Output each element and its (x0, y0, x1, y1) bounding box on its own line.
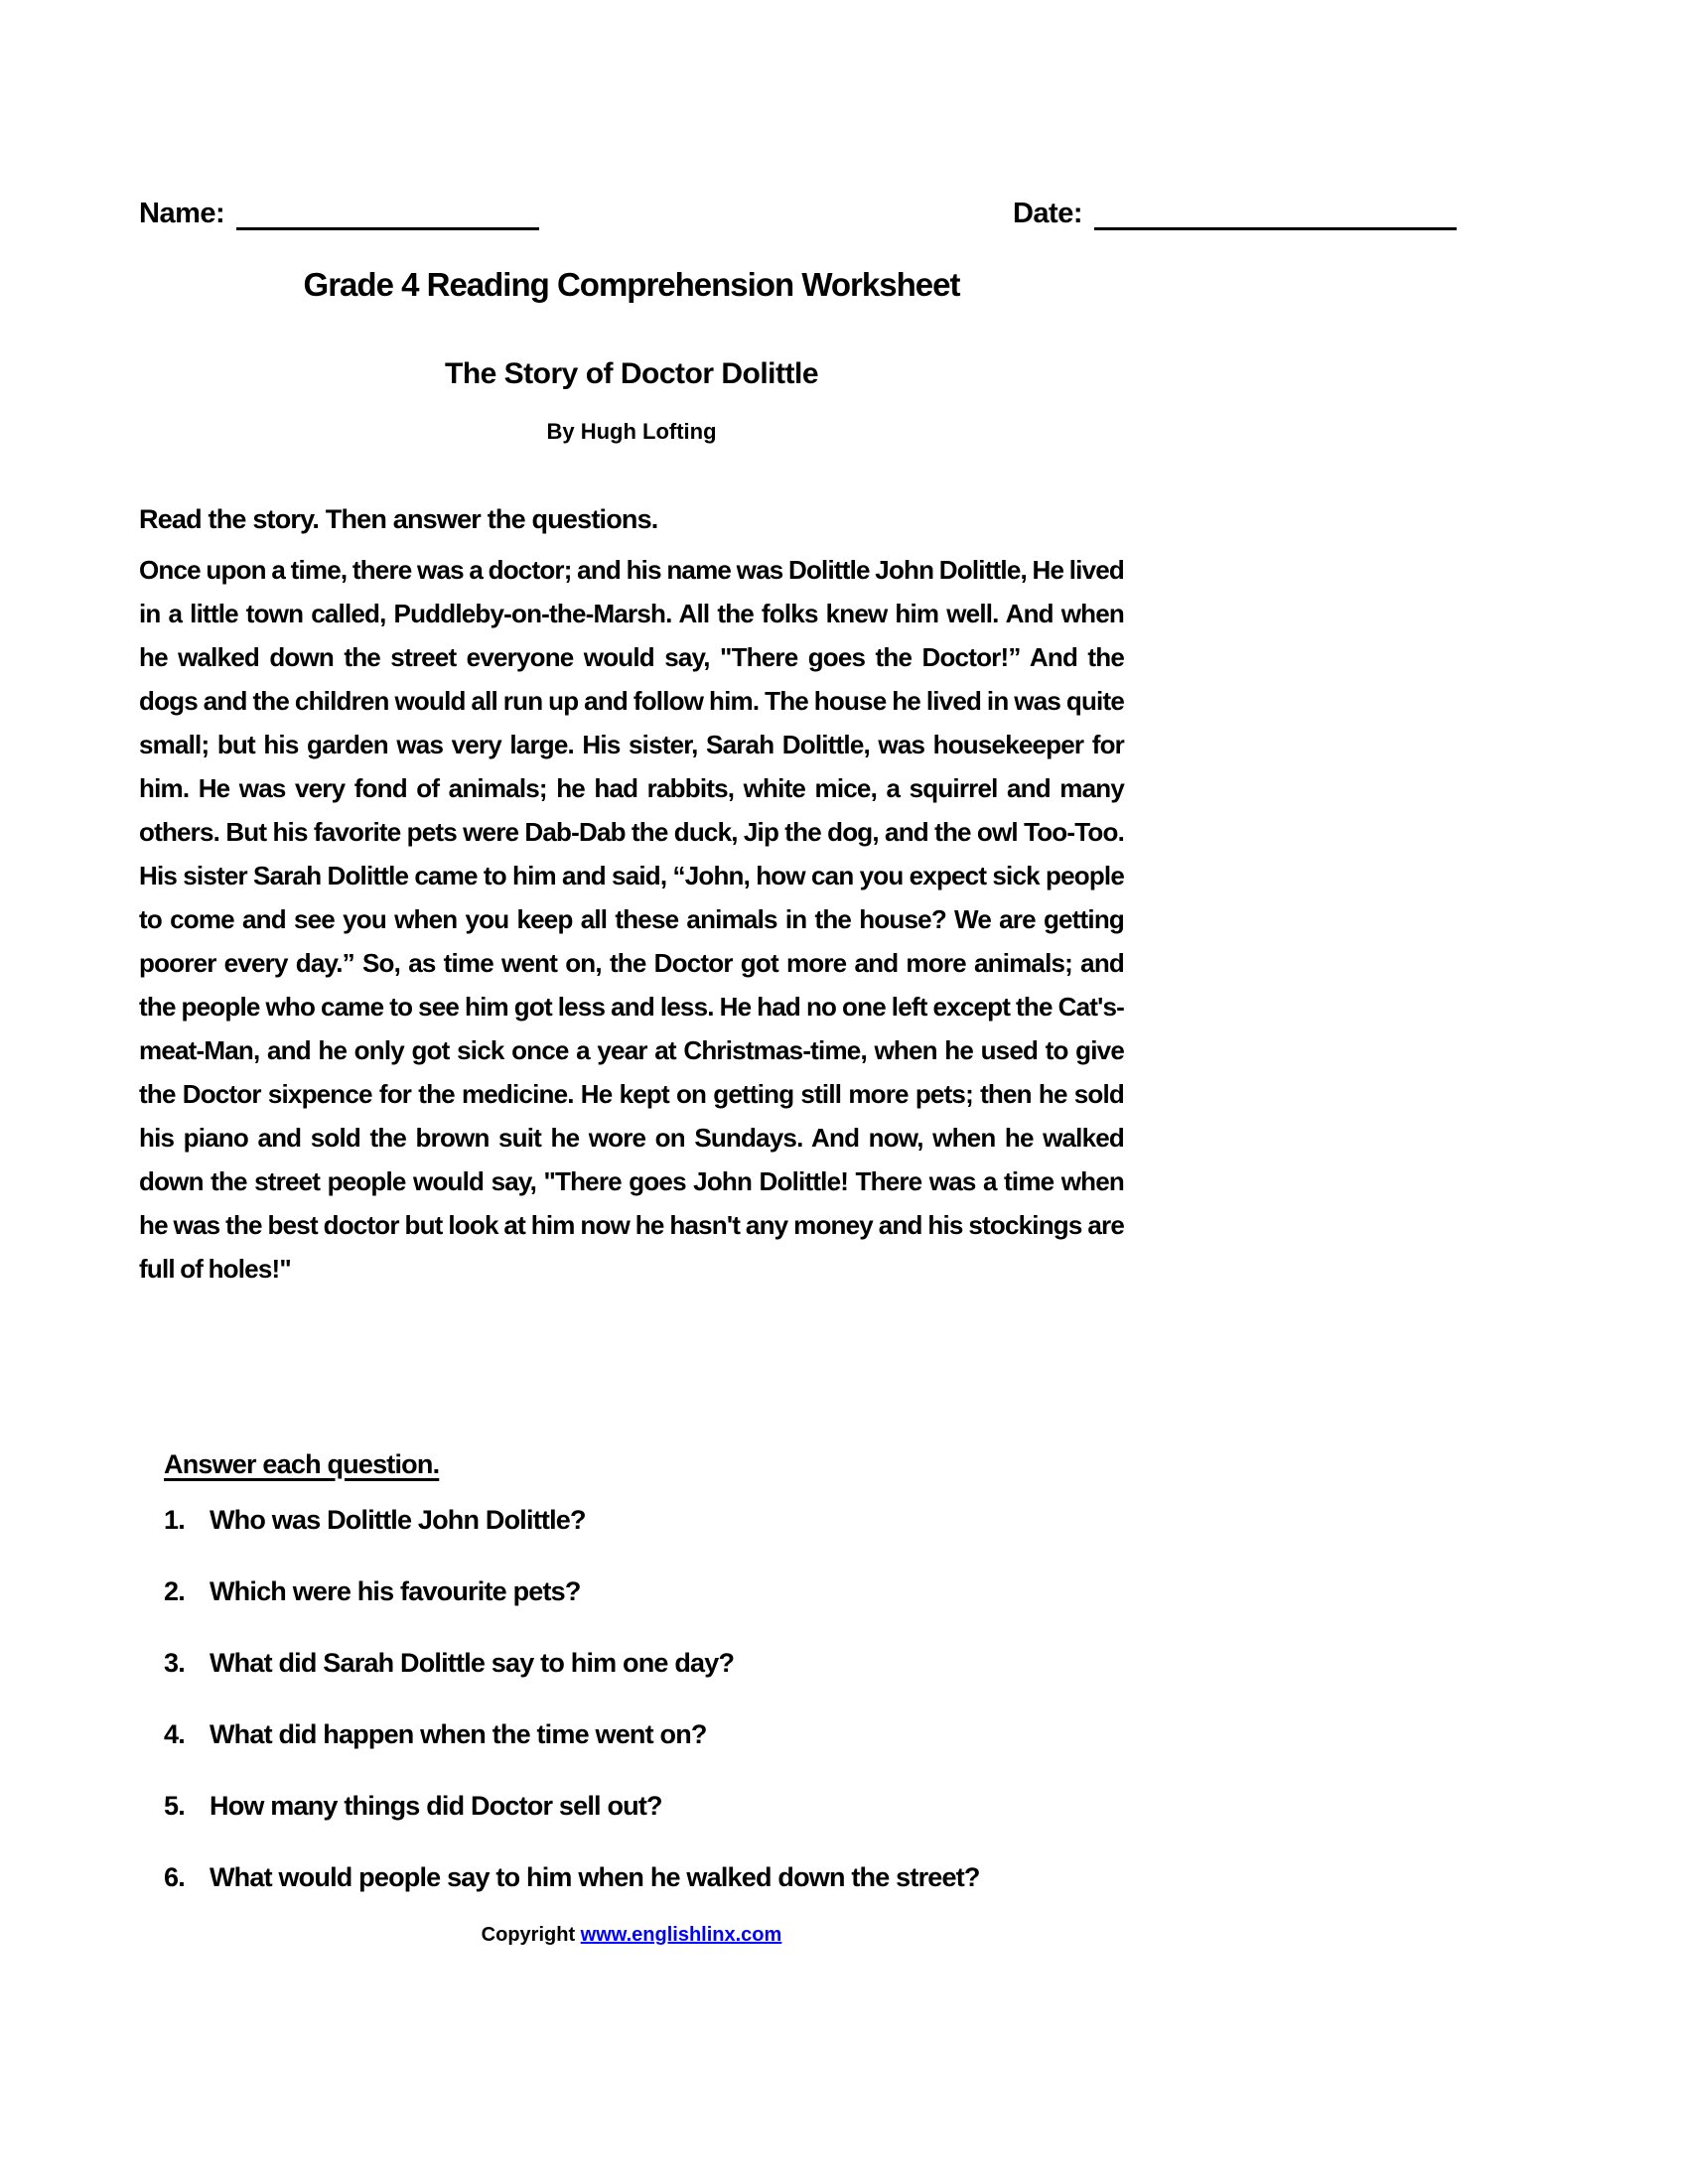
date-blank-line (1094, 198, 1457, 230)
worksheet-title: Grade 4 Reading Comprehension Worksheet (303, 266, 960, 303)
questions-heading: Answer each question. (164, 1449, 440, 1479)
question-number: 5. (164, 1791, 185, 1821)
question-number: 4. (164, 1719, 185, 1749)
header-row (139, 197, 1457, 230)
date-field (1013, 197, 1457, 230)
question-item (164, 1717, 1137, 1752)
question-number: 6. (164, 1862, 185, 1892)
question-item (164, 1646, 1137, 1681)
question-number: 1. (164, 1505, 185, 1535)
question-item (164, 1789, 1137, 1824)
name-label: Name: (139, 198, 225, 229)
question-text: How many things did Doctor sell out? (210, 1791, 662, 1821)
question-text: What did happen when the time went on? (210, 1719, 707, 1749)
question-item (164, 1574, 1137, 1609)
question-number: 2. (164, 1576, 185, 1606)
story-paragraph: Once upon a time, there was a doctor; and his name was Dolittle John Dolittle, He lived in a little town called, Puddleby-on-the-Marsh. All the folks knew him well. And when he walked down the street everyone would say, "There goes the Doctor!” And the dogs and the children would all run up and follow him. The house he lived in was quite small; but his garden was very large. His sister, Sarah Dolittle, was housekeeper for him. He was very fond of animals; he had rabbits, white mice, a squirrel and many others. But his favorite pets were Dab-Dab the duck, Jip the dog, and the owl Too-Too. His sister Sarah Dolittle came to him and said, “John, how can you expect sick people to come and see you when you keep all these animals in the house? We are getting poorer every day.” So, as time went on, the Doctor got more and more animals; and the people who came to see him got less and less. He had no one left except the Cat's-meat-Man, and he only got sick once a year at Christmas-time, when he used to give the Doctor sixpence for the medicine. He kept on getting still more pets; then he sold his piano and sold the brown suit he wore on Sundays. And now, when he walked down the street people would say, "There goes John Dolittle! There was a time when he was the best doctor but look at him now he hasn't any money and his stockings are full of holes!" (139, 555, 1124, 1284)
question-item (164, 1860, 1137, 1895)
name-field (139, 197, 539, 230)
footer (139, 1924, 1124, 1947)
story-title: The Story of Doctor Dolittle (445, 357, 818, 390)
name-blank-line (236, 198, 539, 230)
date-label: Date: (1012, 198, 1082, 229)
englishlinx-link[interactable]: www.englishlinx.com (580, 1924, 782, 1946)
question-text: What would people say to him when he walked down the street? (210, 1862, 980, 1892)
copyright-label: Copyright (481, 1924, 576, 1946)
question-text: Who was Dolittle John Dolittle? (210, 1505, 586, 1535)
question-text: What did Sarah Dolittle say to him one day? (210, 1648, 735, 1678)
question-item (164, 1503, 1137, 1538)
questions-list (164, 1503, 1137, 1932)
question-number: 3. (164, 1648, 185, 1678)
question-text: Which were his favourite pets? (210, 1576, 581, 1606)
story-instructions: Read the story. Then answer the questions. (139, 504, 658, 534)
story-byline: By Hugh Lofting (546, 419, 717, 444)
